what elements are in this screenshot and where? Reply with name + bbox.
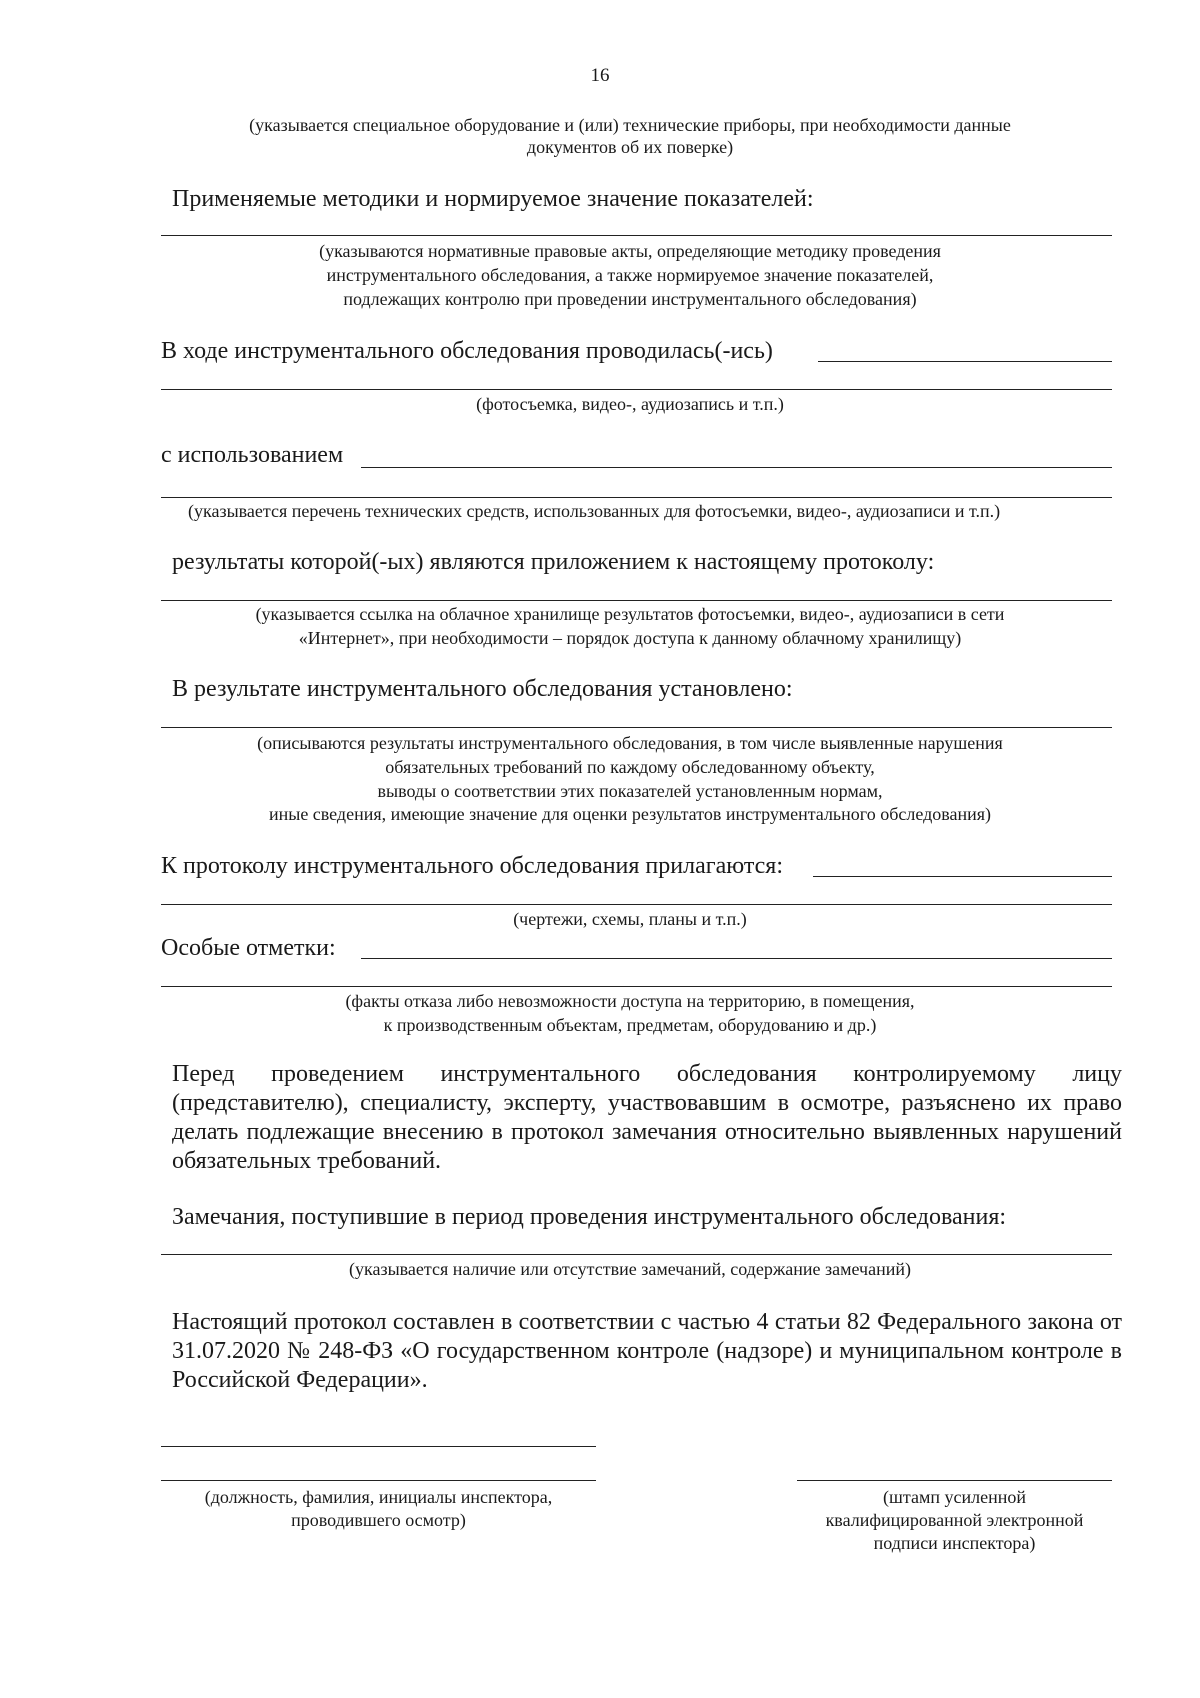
established-fill-line xyxy=(161,727,1112,728)
inspector-caption-line1: (должность, фамилия, инициалы инспектора, xyxy=(204,1487,553,1507)
recording-note: (фотосъемка, видео-, аудиозапись и т.п.) xyxy=(476,394,784,414)
inspector-signature-line xyxy=(161,1480,596,1481)
results-label: результаты которой(-ых) являются приложением к настоящему протоколу: xyxy=(172,549,935,575)
attachments-fill-line xyxy=(161,904,1112,905)
established-note-line4: иные сведения, имеющие значение для оценки результатов инструментального обследования) xyxy=(268,804,992,824)
stamp-caption xyxy=(797,1486,1112,1555)
stamp-signature-line xyxy=(797,1480,1112,1481)
special-marks-fill-line xyxy=(161,986,1112,987)
legal-paragraph: Настоящий протокол составлен в соответствии с частью 4 статьи 82 Федерального закона от 31.07.2020 № 248-ФЗ «О государственном контроле (надзоре) и муниципальном контроле в Российской Федерации». xyxy=(172,1309,1122,1393)
remarks-note: (указывается наличие или отсутствие замечаний, содержание замечаний) xyxy=(349,1259,911,1279)
established-note-line1: (описываются результаты инструментального обследования, в том числе выявленные нарушения xyxy=(257,733,1003,753)
stamp-caption-line1: (штамп усиленной xyxy=(883,1487,1026,1507)
rights-paragraph: Перед проведением инструментального обследования контролируемому лицу (представителю), специалисту, эксперту, участвовавшим в осмотре, разъяснено их право делать подлежащие внесению в протокол замечания относительно выявленных нарушений обязательных требований. xyxy=(172,1061,1122,1174)
stamp-caption-line3: подписи инспектора) xyxy=(873,1533,1036,1553)
using-fill-line xyxy=(161,497,1112,498)
using-label: с использованием xyxy=(161,442,344,468)
recording-inline-line xyxy=(818,361,1112,362)
special-marks-label: Особые отметки: xyxy=(161,935,336,961)
methods-note-line3: подлежащих контролю при проведении инструментального обследования) xyxy=(343,289,917,309)
established-note-line3: выводы о соответствии этих показателей установленным нормам, xyxy=(377,781,883,801)
using-inline-line xyxy=(361,467,1112,468)
stamp-caption-line2: квалифицированной электронной xyxy=(825,1510,1084,1530)
attachments-note: (чертежи, схемы, планы и т.п.) xyxy=(513,909,747,929)
methods-note-line1: (указываются нормативные правовые акты, определяющие методику проведения xyxy=(319,241,941,261)
special-marks-note-line1: (факты отказа либо невозможности доступа на территорию, в помещения, xyxy=(345,991,915,1011)
special-marks-inline-line xyxy=(361,958,1112,959)
established-label: В результате инструментального обследования установлено: xyxy=(172,676,793,702)
page-number: 16 xyxy=(590,65,610,86)
recording-label: В ходе инструментального обследования проводилась(-ись) xyxy=(161,338,773,364)
results-fill-line xyxy=(161,600,1112,601)
using-note: (указывается перечень технических средств, использованных для фотосъемки, видео-, аудиозаписи и т.п.) xyxy=(188,501,1001,521)
remarks-fill-line xyxy=(161,1254,1112,1255)
inspector-signature-line-top xyxy=(161,1446,596,1447)
results-note-line2: «Интернет», при необходимости – порядок доступа к данному облачному хранилищу) xyxy=(298,628,962,648)
methods-fill-line xyxy=(161,235,1112,236)
established-note-line2: обязательных требований по каждому обследованному объекту, xyxy=(385,757,875,777)
methods-note-line2: инструментального обследования, а также нормируемое значение показателей, xyxy=(326,265,934,285)
inspector-caption xyxy=(161,1486,596,1532)
remarks-label: Замечания, поступившие в период проведения инструментального обследования: xyxy=(172,1204,1007,1230)
special-marks-note-line2: к производственным объектам, предметам, оборудованию и др.) xyxy=(383,1015,877,1035)
equipment-note-line2: документов об их поверке) xyxy=(526,137,734,157)
inspector-caption-line2: проводившего осмотр) xyxy=(291,1510,466,1530)
recording-fill-line xyxy=(161,389,1112,390)
attachments-label: К протоколу инструментального обследования прилагаются: xyxy=(161,853,783,879)
equipment-note-line1: (указывается специальное оборудование и (или) технические приборы, при необходимости данные xyxy=(249,115,1011,135)
results-note-line1: (указывается ссылка на облачное хранилище результатов фотосъемки, видео-, аудиозаписи в сети xyxy=(255,604,1005,624)
methods-label: Применяемые методики и нормируемое значение показателей: xyxy=(172,186,814,212)
attachments-inline-line xyxy=(813,876,1112,877)
